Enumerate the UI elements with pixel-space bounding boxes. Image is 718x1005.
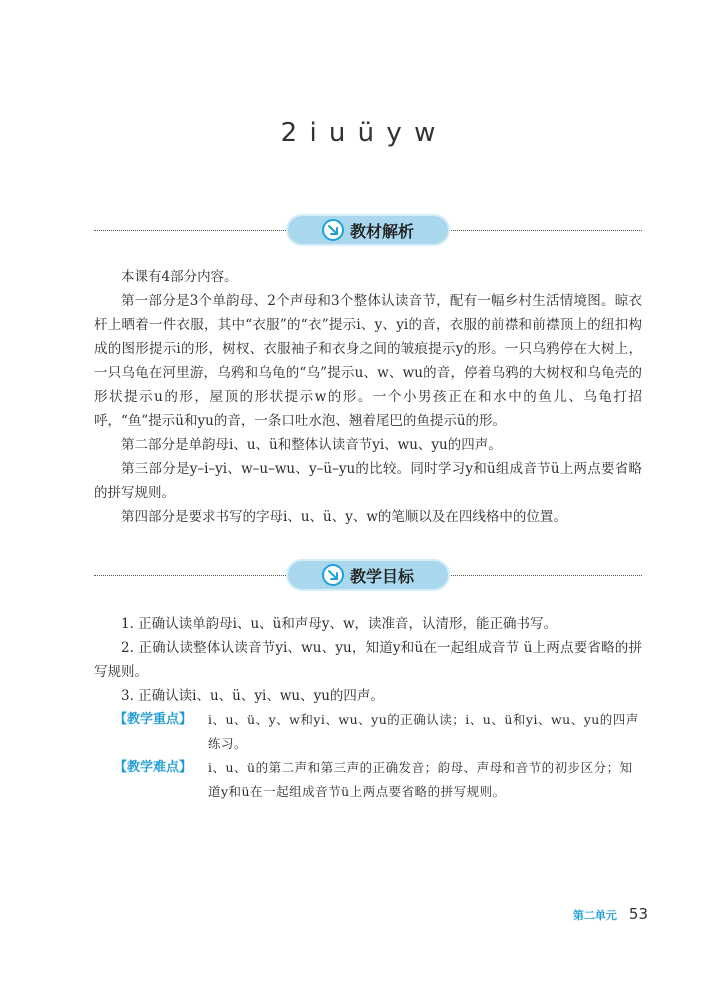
difficulty-text: i、u、ü的第二声和第三声的正确发音；韵母、声母和音节的初步区分；知道y和ü在一起组成音节ü上两点要省略的拼写规则。 bbox=[208, 760, 633, 799]
key-points-row bbox=[94, 708, 642, 756]
difficulty-label: 【教学难点】 bbox=[114, 760, 193, 775]
goals-body bbox=[94, 612, 642, 804]
paragraph: 第一部分是3个单韵母、2个声母和3个整体认读音节，配有一幅乡村生活情境图。晾衣杆上晒着一件衣服，其中“衣服”的“衣”提示i、y、yi的音，衣服的前襟和前襟顶上的纽扣构成的图形提示i的形，树杈、衣服袖子和衣身之间的皱痕提示y的形。一只乌鸦停在大树上，一只乌龟在河里游，乌鸦和乌龟的“乌”提示u、w、wu的音，停着乌鸦的大树杈和乌龟壳的形状提示u的形，屋顶的形状提示w的形。一个小男孩正在和水中的鱼儿、乌龟打招呼，“鱼”提示ü和yu的音，一条口吐水泡、翘着尾巴的鱼提示ü的形。 bbox=[94, 293, 642, 429]
paragraph: 第三部分是y–i–yi、w–u–wu、y–ü–yu的比较。同时学习y和ü组成音节ü上两点要省略的拼写规则。 bbox=[94, 461, 642, 501]
section-header-goals bbox=[94, 559, 642, 593]
lesson-title: 2 i u ü y w bbox=[280, 118, 438, 148]
paragraph: 第四部分是要求书写的字母i、u、ü、y、w的笔顺以及在四线格中的位置。 bbox=[121, 509, 567, 525]
page-number: 53 bbox=[628, 905, 648, 923]
difficulty-row bbox=[94, 756, 642, 804]
section-header-analysis bbox=[94, 214, 642, 248]
goal-item: 1. 正确认读单韵母i、u、ü和声母y、w，读准音，认清形，能正确书写。 bbox=[121, 616, 558, 632]
key-points-label: 【教学重点】 bbox=[114, 712, 193, 727]
analysis-body bbox=[94, 265, 642, 529]
paragraph: 本课有4部分内容。 bbox=[121, 269, 238, 285]
goal-item: 2. 正确认读整体认读音节yi、wu、yu，知道y和ü在一起组成音节 ü上两点要省略的拼写规则。 bbox=[94, 640, 642, 680]
goal-item: 3. 正确认读i、u、ü、yi、wu、yu的四声。 bbox=[121, 688, 384, 704]
paragraph: 第二部分是单韵母i、u、ü和整体认读音节yi、wu、yu的四声。 bbox=[121, 437, 502, 453]
arrow-circle-icon bbox=[322, 564, 344, 586]
section-pill bbox=[286, 214, 450, 246]
section-heading: 教材解析 bbox=[349, 221, 414, 241]
page-footer bbox=[573, 905, 648, 923]
section-heading: 教学目标 bbox=[349, 566, 414, 586]
unit-label: 第二单元 bbox=[572, 909, 617, 922]
key-points-text: i、u、ü、y、w和yi、wu、yu的正确认读；i、u、ü和yi、wu、yu的四声练习。 bbox=[208, 712, 639, 751]
section-pill bbox=[286, 559, 450, 591]
arrow-circle-icon bbox=[322, 219, 344, 241]
